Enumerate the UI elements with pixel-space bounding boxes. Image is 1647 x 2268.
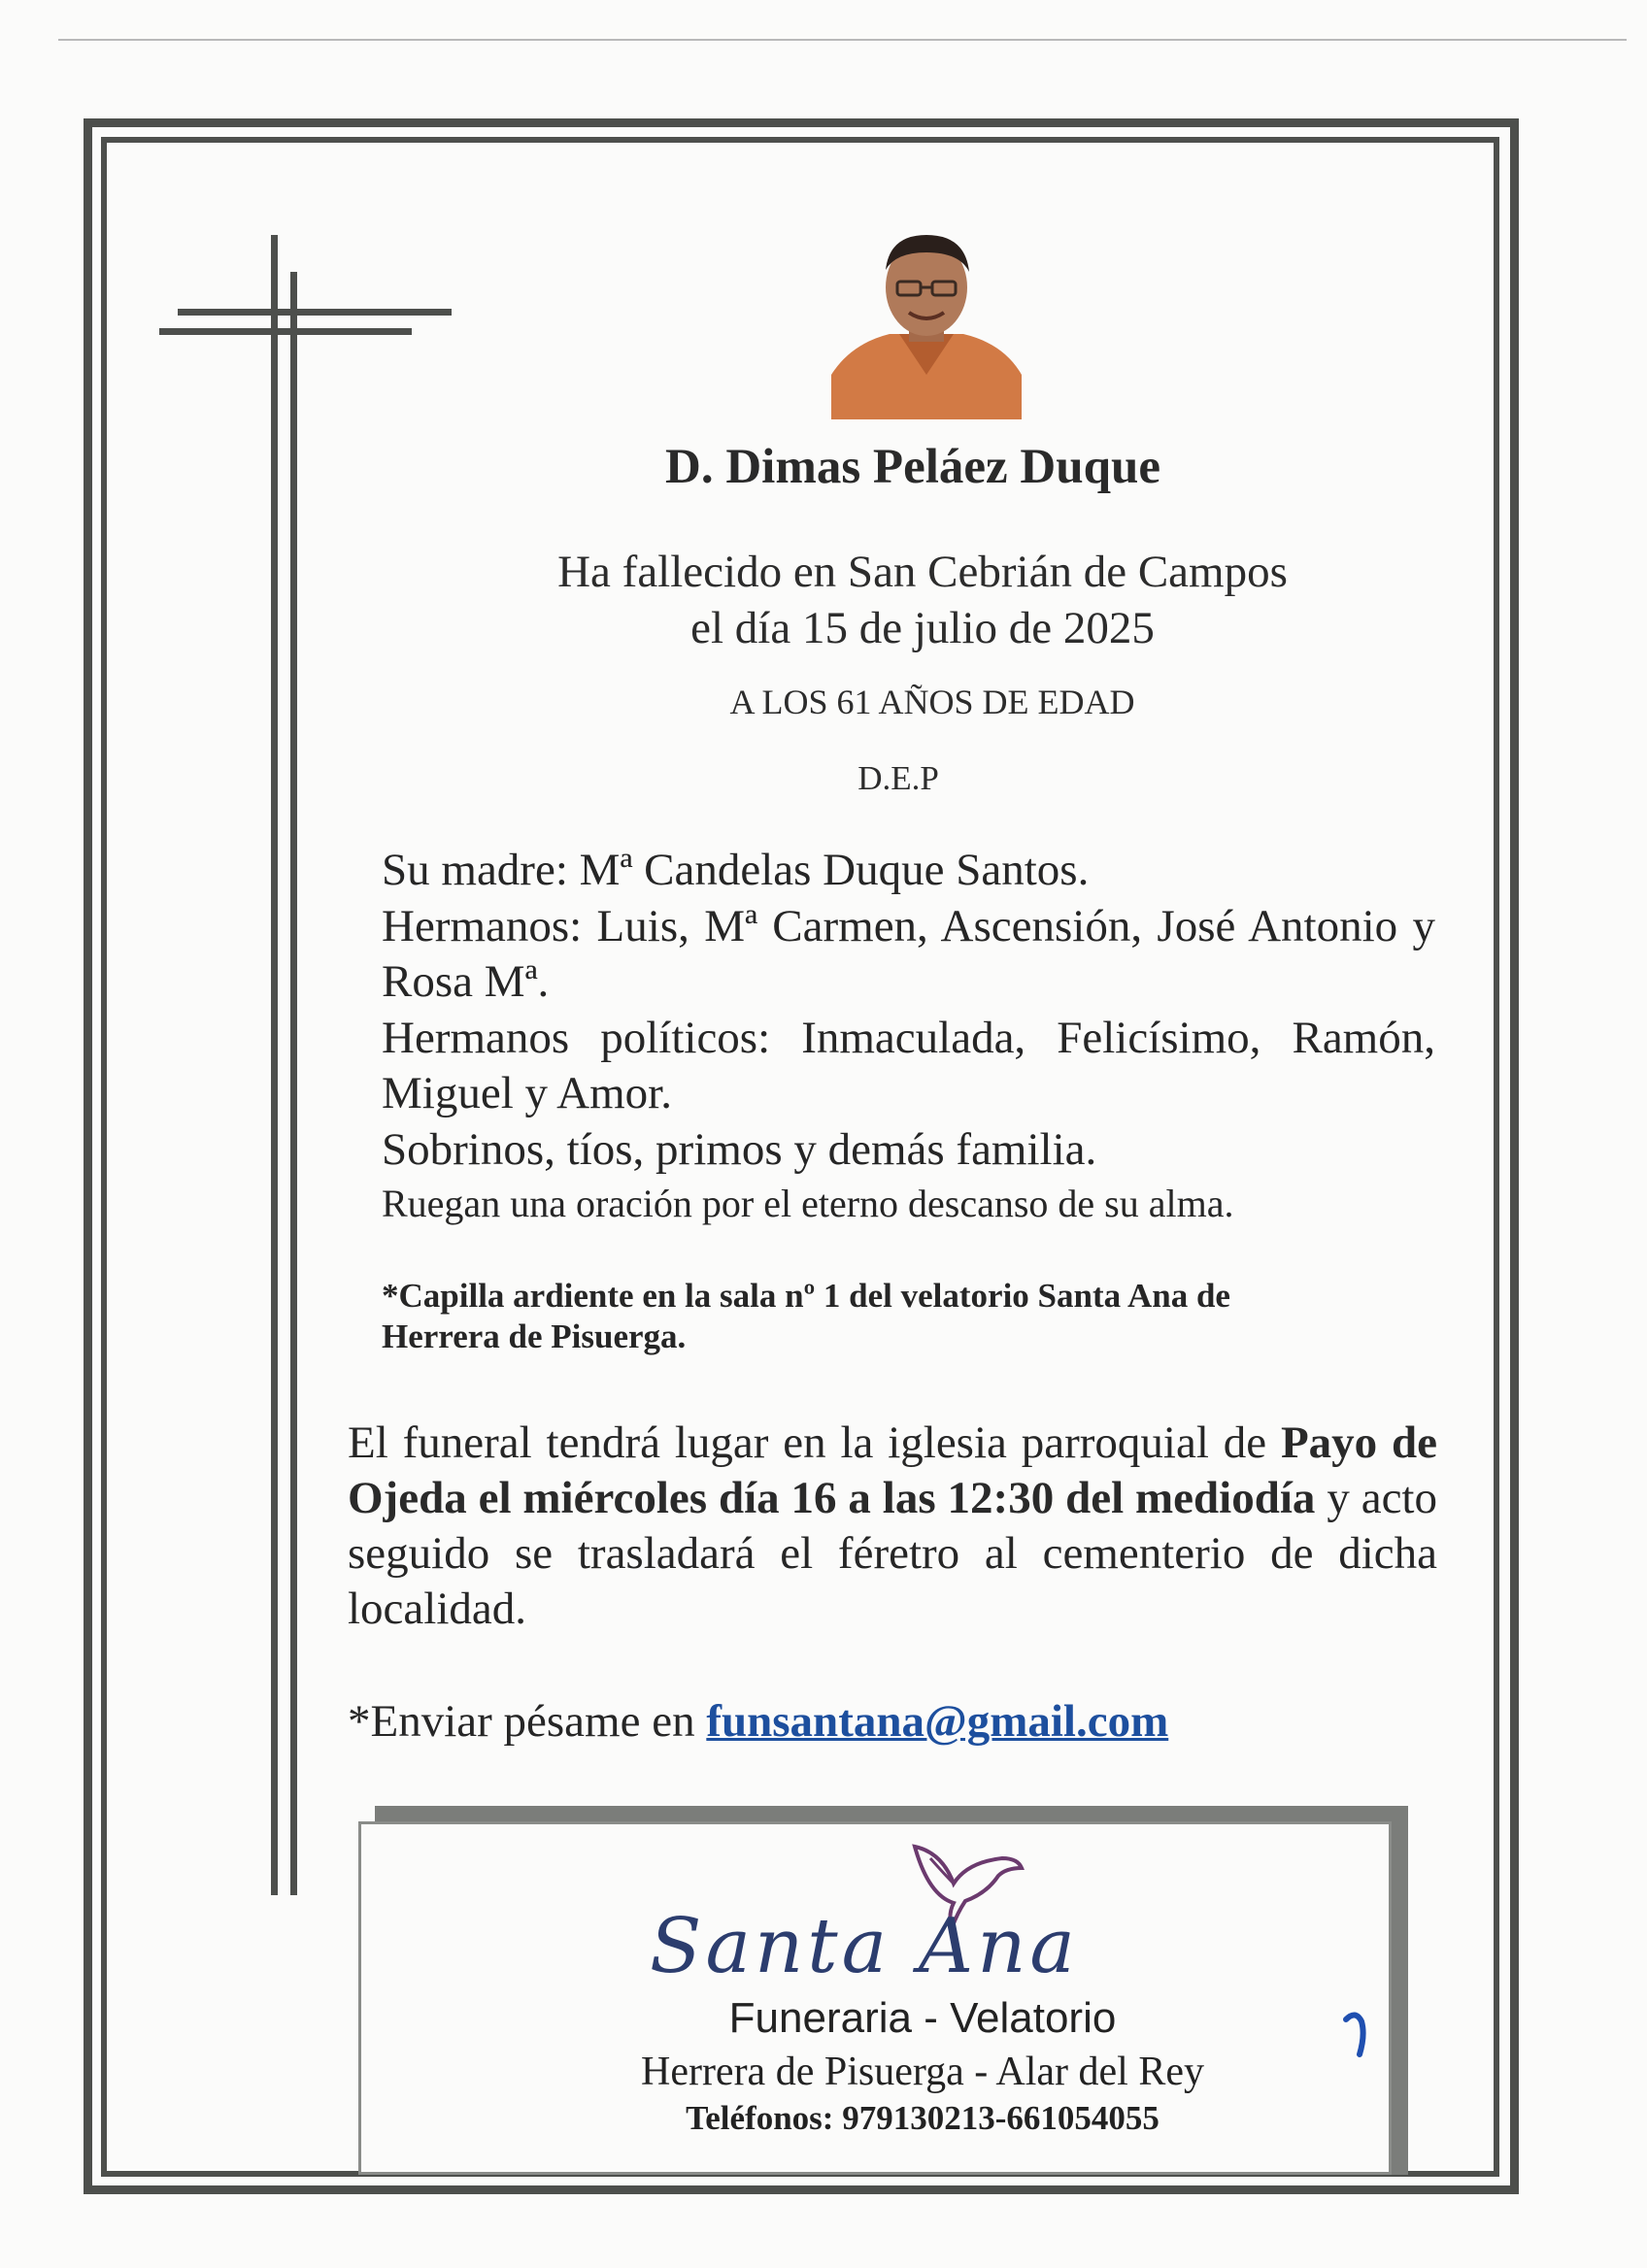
cross-horizontal-bar-2 bbox=[159, 328, 412, 335]
funeral-home-locations: Herrera de Pisuerga - Alar del Rey bbox=[640, 2050, 1204, 2094]
death-place-line: Ha fallecido en San Cebrián de Campos bbox=[557, 547, 1288, 597]
condolence-label: *Enviar pésame en bbox=[348, 1696, 707, 1747]
age-line: A LOS 61 AÑOS DE EDAD bbox=[729, 683, 1135, 721]
funeral-time-place: Payo de Ojeda el miércoles día 16 a las 12:30 del mediodía bbox=[348, 1418, 1437, 1523]
condolence-line bbox=[348, 1695, 1319, 1748]
chapel-notice bbox=[382, 1276, 1435, 1357]
family-list bbox=[382, 843, 1435, 1230]
cross-vertical-bar-1 bbox=[271, 235, 278, 1895]
death-date-line: el día 15 de julio de 2025 bbox=[690, 603, 1155, 653]
chapel-line-1: *Capilla ardiente en la sala nº 1 del velatorio Santa Ana de bbox=[382, 1277, 1230, 1315]
cross-horizontal-bar-1 bbox=[178, 309, 452, 316]
funeral-home-subtitle: Funeraria - Velatorio bbox=[728, 1994, 1117, 2042]
condolence-email-link[interactable]: funsantana@gmail.com bbox=[706, 1696, 1169, 1747]
dep-line: D.E.P bbox=[857, 759, 939, 797]
brand-logo-text: Santa Ana bbox=[650, 1903, 1079, 1990]
deceased-name: D. Dimas Peláez Duque bbox=[665, 440, 1160, 494]
funeral-notice bbox=[348, 1416, 1437, 1637]
pen-mark-icon bbox=[1336, 2006, 1375, 2074]
chapel-line-2: Herrera de Pisuerga. bbox=[382, 1317, 687, 1355]
portrait-photo bbox=[831, 229, 1022, 419]
mother-line: Su madre: Mª Candelas Duque Santos. bbox=[382, 845, 1090, 895]
prayer-line: Ruegan una oración por el eterno descanso de su alma. bbox=[382, 1182, 1234, 1225]
siblings-line: Hermanos: Luis, Mª Carmen, Ascensión, José Antonio y Rosa Mª. bbox=[382, 900, 1435, 1007]
death-notice bbox=[466, 544, 1379, 656]
cross-vertical-bar-2 bbox=[290, 272, 297, 1895]
funeral-home-phones: Teléfonos: 979130213-661054055 bbox=[686, 2099, 1160, 2137]
in-laws-line: Hermanos políticos: Inmaculada, Felicísimo, Ramón, Miguel y Amor. bbox=[382, 1012, 1435, 1118]
funeral-rest: y acto seguido se trasladará el féretro al cementerio de dicha localidad. bbox=[348, 1473, 1437, 1634]
scan-edge-line bbox=[58, 39, 1627, 41]
relatives-line: Sobrinos, tíos, primos y demás familia. bbox=[382, 1123, 1097, 1175]
funeral-intro: El funeral tendrá lugar en la iglesia parroquial de bbox=[348, 1418, 1281, 1468]
